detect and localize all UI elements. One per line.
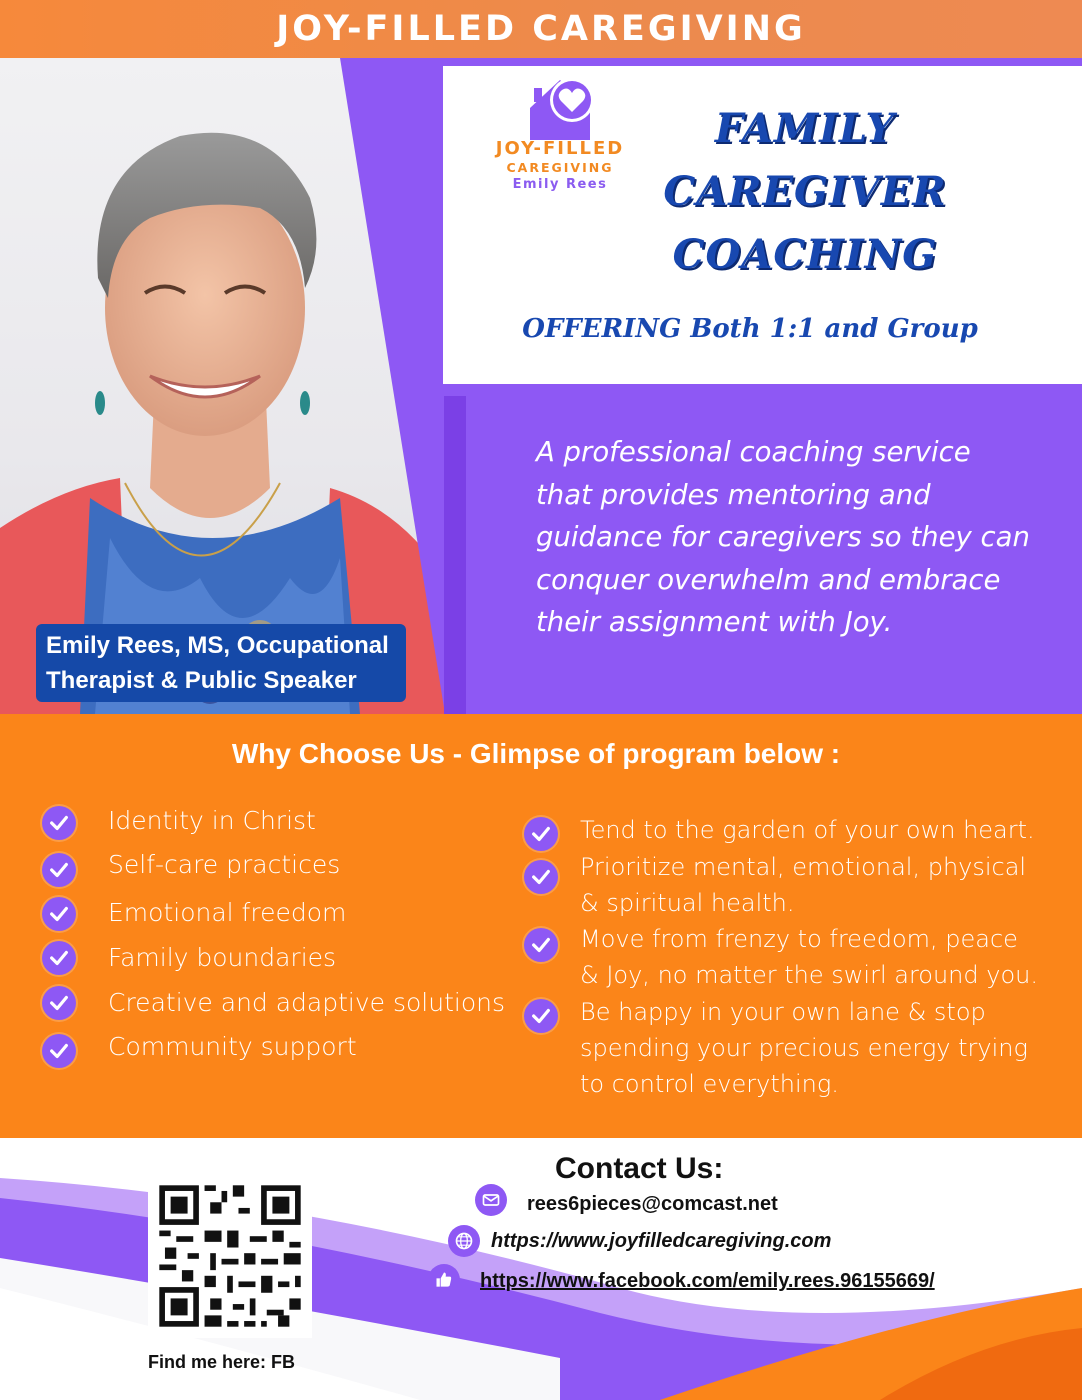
mail-icon — [475, 1184, 507, 1216]
top-banner — [0, 0, 1082, 58]
logo-name: Emily Rees — [512, 177, 608, 192]
list-item-line: Prioritize mental, emotional, physical — [580, 853, 1027, 881]
badge-line: Therapist & Public Speaker — [46, 667, 357, 694]
why-heading: Why Choose Us - Glimpse of program below : — [231, 738, 841, 769]
purple-accent-bar — [444, 396, 466, 714]
facebook-link[interactable]: https://www.facebook.com/emily.rees.96155669/ — [480, 1270, 935, 1292]
check-icon — [42, 897, 76, 931]
description-line: that provides mentoring and — [536, 478, 931, 511]
check-icon — [42, 806, 76, 840]
list-item: Creative and adaptive solutions — [108, 988, 506, 1017]
logo-text: CAREGIVING — [506, 160, 614, 175]
list-item-line: & Joy, no matter the swirl around you. — [580, 961, 1038, 989]
list-item — [580, 994, 1040, 1102]
check-icon — [524, 817, 558, 851]
list-item-line: to control everything. — [580, 1070, 839, 1098]
description-line: A professional coaching service — [536, 436, 971, 468]
list-item — [580, 849, 1040, 921]
check-icon — [524, 860, 558, 894]
globe-icon — [448, 1225, 480, 1257]
description-line: guidance for caregivers so they can — [536, 521, 1030, 553]
check-icon — [42, 986, 76, 1020]
name-badge — [36, 624, 406, 702]
logo-text: JOY-FILLED — [495, 138, 625, 159]
list-item: Family boundaries — [108, 943, 337, 972]
description-line: conquer overwhelm and embrace — [536, 563, 1001, 596]
thumbs-up-icon — [428, 1264, 460, 1296]
headline-line: CAREGIVER — [663, 168, 947, 215]
list-item: Self-care practices — [108, 850, 341, 879]
list-item-line: Move from frenzy to freedom, peace — [580, 925, 1018, 953]
qr-code[interactable] — [148, 1174, 312, 1338]
contact-title: Contact Us: — [555, 1152, 724, 1185]
list-item: Community support — [108, 1032, 357, 1061]
banner-title: JOY-FILLED CAREGIVING — [276, 9, 806, 49]
list-item: Emotional freedom — [108, 898, 347, 927]
list-item: Identity in Christ — [108, 806, 316, 835]
headline-line: COACHING — [672, 231, 938, 278]
find-me-label: Find me here: FB — [148, 1352, 296, 1372]
check-icon — [42, 941, 76, 975]
list-item — [580, 812, 1040, 848]
check-icon — [524, 928, 558, 962]
check-icon — [524, 999, 558, 1033]
headline-subtitle: OFFERING Both 1:1 and Group — [522, 314, 978, 344]
list-item-line: Tend to the garden of your own heart. — [580, 816, 1035, 844]
website-link[interactable]: https://www.joyfilledcaregiving.com — [491, 1230, 832, 1252]
list-item-line: Be happy in your own lane & stop — [580, 998, 986, 1026]
list-item-line: & spiritual health. — [580, 889, 795, 917]
list-item — [580, 921, 1040, 993]
email-link[interactable]: rees6pieces@comcast.net — [527, 1193, 778, 1215]
headline-line: FAMILY — [714, 105, 896, 152]
description-line: their assignment with Joy. — [536, 606, 893, 638]
list-item-line: spending your precious energy trying — [580, 1034, 1028, 1062]
check-icon — [42, 853, 76, 887]
badge-line: Emily Rees, MS, Occupational — [46, 632, 389, 659]
check-icon — [42, 1034, 76, 1068]
service-description — [536, 431, 1036, 644]
